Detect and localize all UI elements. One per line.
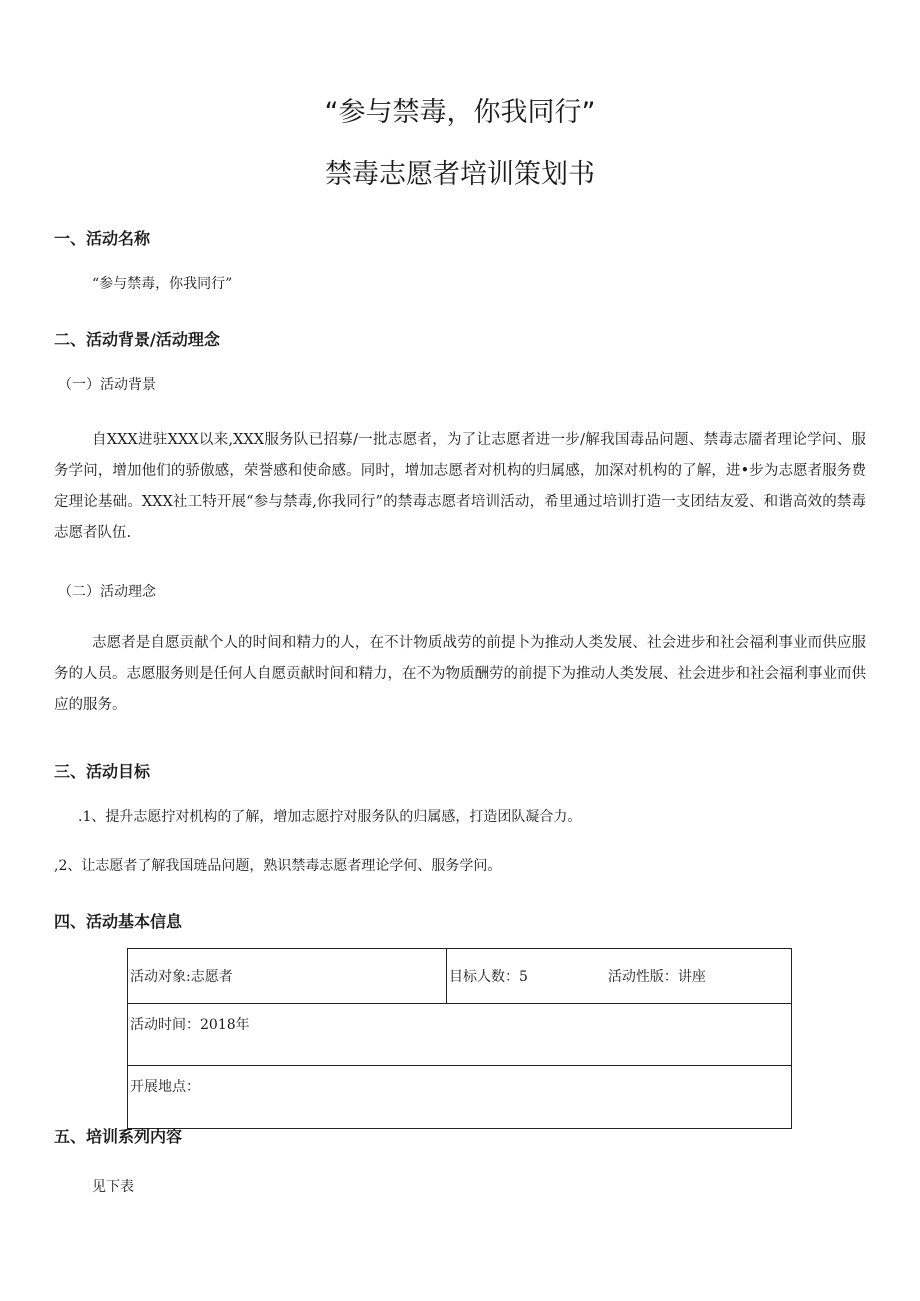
target-count: 目标人数：5	[449, 969, 528, 985]
target-cell: 活动对象:志愿者	[128, 949, 447, 1004]
section-heading-training: 五、培训系列内容	[54, 1127, 183, 1146]
activity-info-table	[127, 948, 792, 1129]
document-title: “参与禁毒，你我同行”	[324, 97, 596, 128]
place-cell: 开展地点：	[128, 1066, 792, 1129]
table-row	[128, 949, 792, 1004]
section-heading-goals: 三、活动目标	[54, 762, 151, 781]
goal-item: .1、提升志愿拧对机构的了解，增加志愿拧对服务队的归属感，打造团队凝合力。	[78, 809, 582, 825]
activity-nature: 活动性版：讲座	[607, 969, 706, 985]
background-paragraph: 自XXX进驻XXX以来,XXX服务队已招募/一批志愿者，为了让志愿者进一步/解我国毒品问题、禁毒志靥者理论学问、服务学问，增加他们的骄傲感，荣誉感和使命感。同时，增加志愿者对机构的归属感，加深对机构的了解，进•步为志愿者服务费定理论基础。XXX社工特开展“参与禁毒,你我同行”的禁毒志愿者培训活动，希里通过培训打造一支团结友爱、和谐高效的禁毒志愿者队伍.	[54, 432, 866, 541]
subheading-concept: （二）活动理念	[58, 584, 156, 600]
table-row	[128, 1066, 792, 1129]
goal-item: ,2、让志愿者了解我国琏品问题，熟识禁毒志愿者理论学何、服务学问。	[54, 858, 502, 874]
table-row	[128, 1004, 792, 1066]
count-nature-cell	[447, 949, 792, 1004]
section-heading-background: 二、活动背景/活动理念	[54, 330, 220, 349]
document-subtitle: 禁毒志愿者培训策划书	[325, 159, 595, 190]
section-heading-name: 一、活动名称	[54, 229, 151, 248]
training-content-text: 见下表	[92, 1179, 134, 1195]
time-cell: 活动时间：2018年	[128, 1004, 792, 1066]
section-heading-info: 四、活动基本信息	[54, 912, 183, 931]
activity-name-text: “参与禁毒，你我同行”	[92, 276, 233, 292]
concept-paragraph: 志愿者是自愿贡献个人的时间和精力的人，在不计物质战劳的前提卜为推动人类发展、社会进步和社会福利事业而供应服务的人员。志愿服务则是任何人自愿贡献时间和精力，在不为物质酬劳的前提下为推动人类发展、社会进步和社会福利事业而供应的服务。	[54, 635, 866, 713]
subheading-background: （一）活动背景	[58, 377, 156, 393]
